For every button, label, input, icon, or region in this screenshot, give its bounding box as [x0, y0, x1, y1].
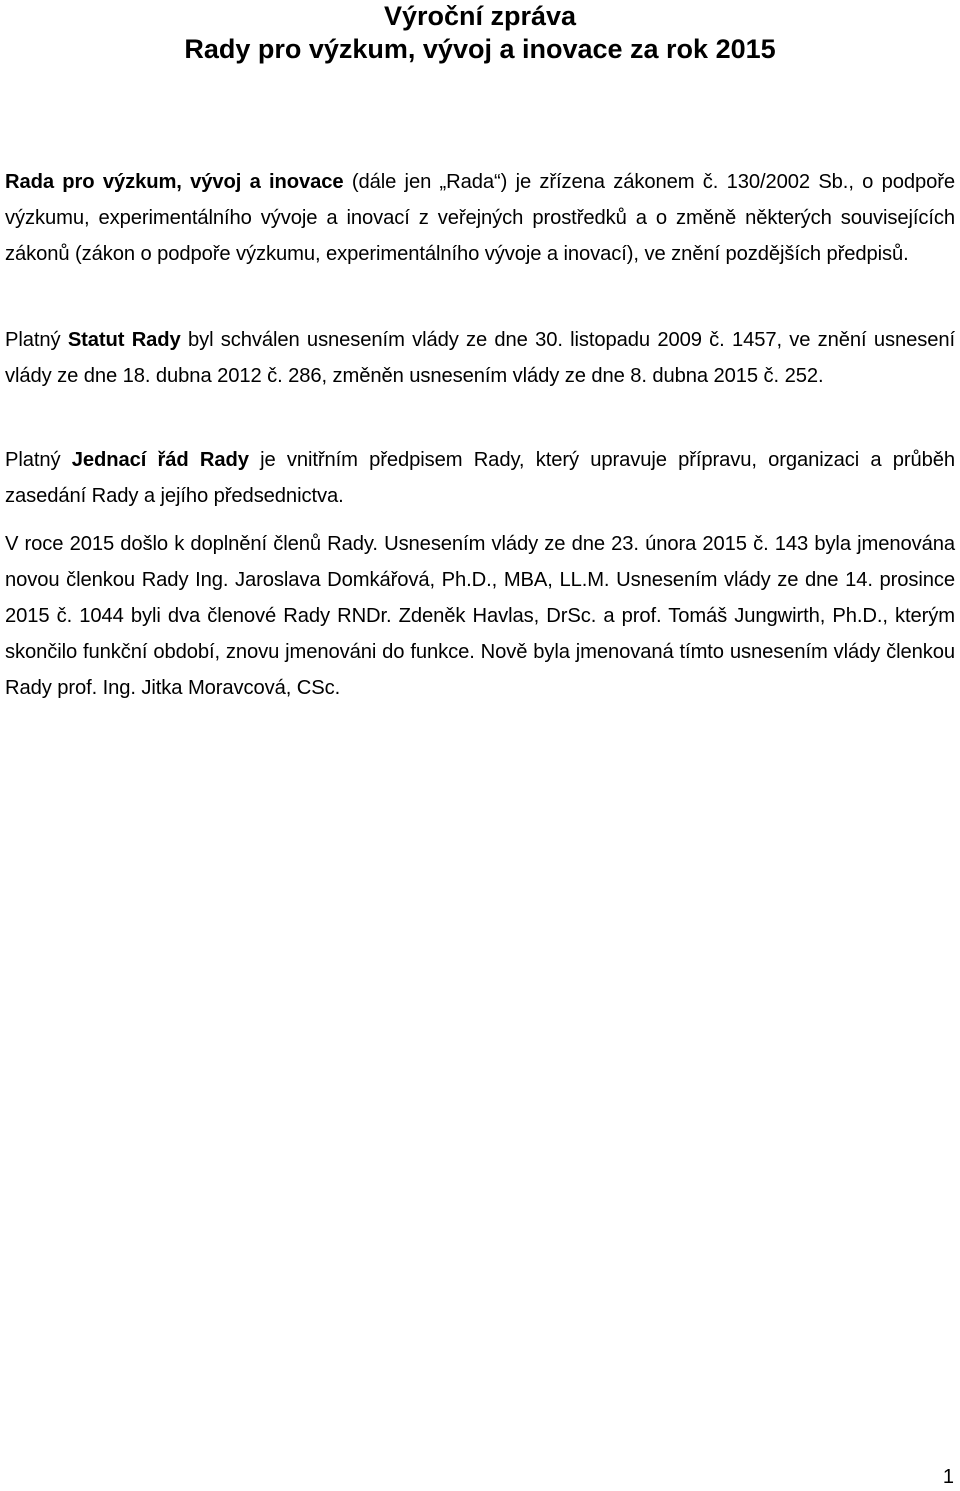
- paragraph-rada-intro: [5, 164, 955, 272]
- paragraph-clenove: [5, 526, 955, 706]
- paragraph-text: Platný: [5, 449, 72, 471]
- title-line-2: Rady pro výzkum, vývoj a inovace za rok 2015: [184, 34, 776, 64]
- paragraph-bold-lead: Rada pro výzkum, vývoj a inovace: [5, 171, 344, 193]
- paragraph-bold-term: Jednací řád Rady: [71, 449, 249, 471]
- paragraph-text: (dále jen „Rada“) je zřízena zákonem č. 130/2002 Sb., o podpoře výzkumu, experimentálního vývoje a inovací z veřejných prostředků a o změně některých souvisejících zákonů (zákon o podpoře výzkumu, experimentálního vývoje a inovací), ve znění pozdějších předpisů.: [5, 171, 955, 265]
- paragraph-jednaci-rad: [5, 442, 955, 514]
- paragraph-text: je vnitřním předpisem Rady, který upravuje přípravu, organizaci a průběh zasedání Rady a jejího předsednictva.: [5, 449, 956, 507]
- paragraph-statut: [5, 322, 955, 394]
- document-title: [0, 0, 960, 66]
- paragraph-text: Platný: [5, 329, 68, 351]
- paragraph-text: V roce 2015 došlo k doplnění členů Rady. Usnesením vlády ze dne 23. února 2015 č. 143 byla jmenována novou členkou Rady Ing. Jaroslava Domkářová, Ph.D., MBA, LL.M. Usnesením vlády ze dne 14. prosince 2015 č. 1044 byli dva členové Rady RNDr. Zdeněk Havlas, DrSc. a prof. Tomáš Jungwirth, Ph.D., kterým skončilo funkční období, znovu jmenováni do funkce. Nově byla jmenovaná tímto usnesením vlády členkou Rady prof. Ing. Jitka Moravcová, CSc.: [5, 533, 955, 699]
- page-number: 1: [942, 1466, 954, 1488]
- title-line-1: Výroční zpráva: [383, 1, 577, 31]
- paragraph-bold-term: Statut Rady: [67, 329, 181, 351]
- paragraph-text: byl schválen usnesením vlády ze dne 30. listopadu 2009 č. 1457, ve znění usnesení vlády ze dne 18. dubna 2012 č. 286, změněn usnesením vlády ze dne 8. dubna 2015 č. 252.: [5, 329, 955, 387]
